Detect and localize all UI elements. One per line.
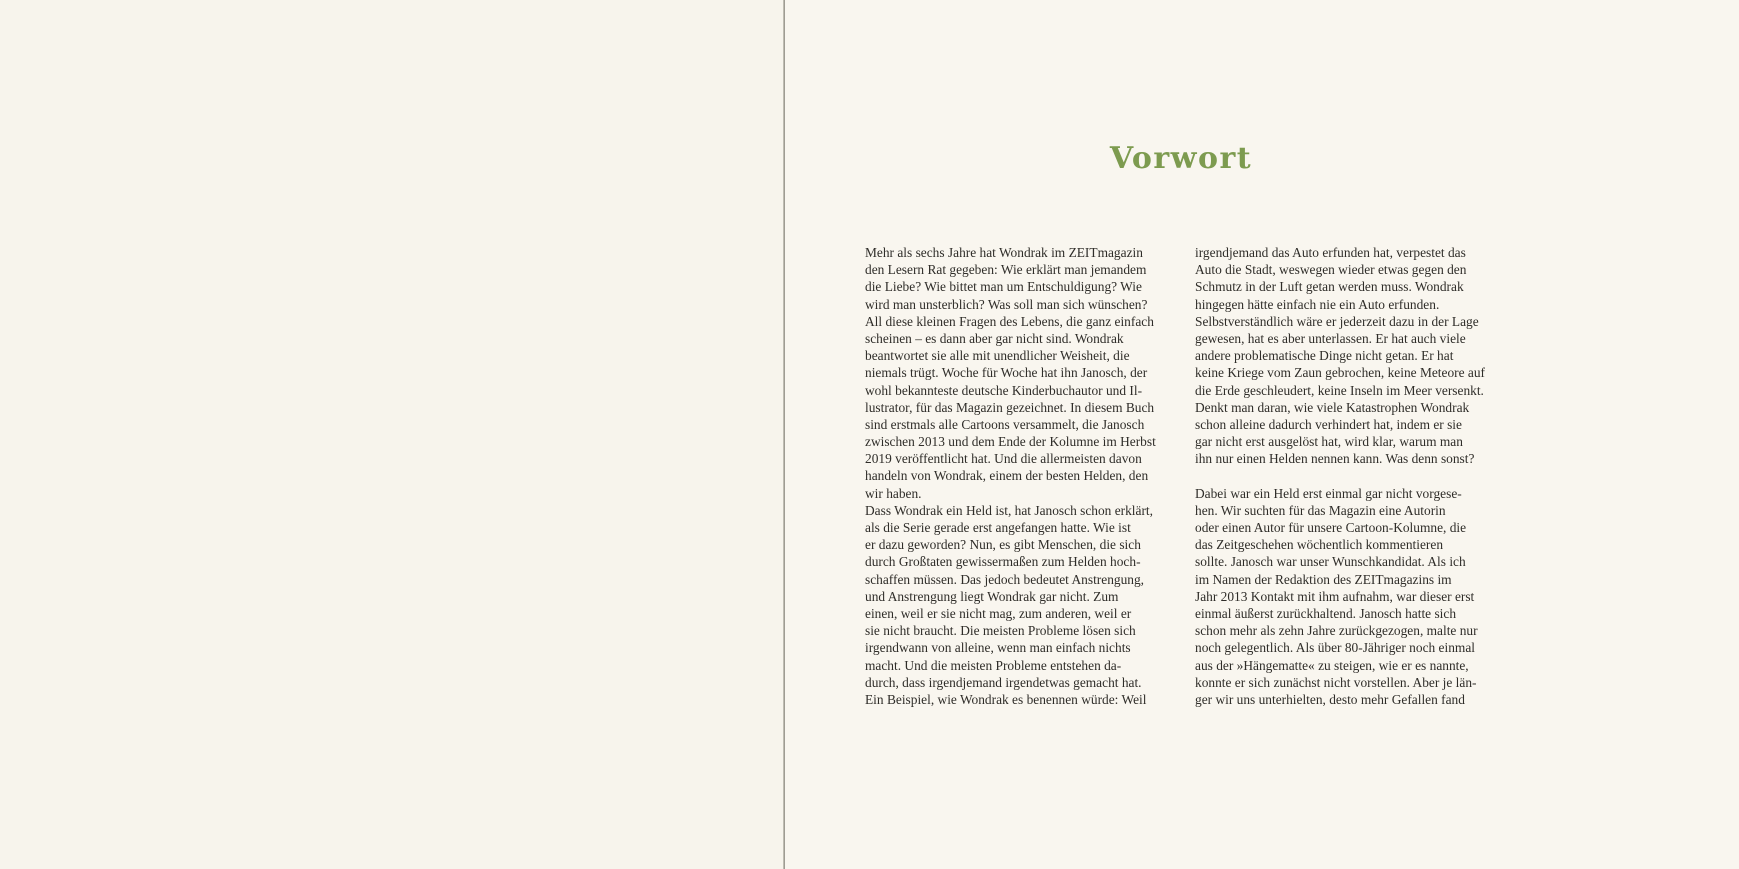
text-line: einmal äußerst zurückhaltend. Janosch hatte sich [1195,605,1457,621]
text-line: gar nicht erst ausgelöst hat, wird klar, warum man [1195,434,1463,450]
text-line: beantwortet sie alle mit unendlicher Weisheit, die [865,348,1130,364]
text-line: scheinen – es dann aber gar nicht sind. Wondrak [865,330,1124,346]
text-line: Mehr als sechs Jahre hat Wondrak im ZEITmagazin [865,245,1143,260]
text-line: All diese kleinen Fragen des Lebens, die ganz einfach [865,313,1154,329]
text-line: ihn nur einen Helden nennen kann. Was denn sonst? [1195,451,1475,467]
text-line: Dabei war ein Held erst einmal gar nicht vorgese- [1195,485,1462,501]
text-line: das Zeitgeschehen wöchentlich kommentieren [1195,537,1444,553]
text-line: noch gelegentlich. Als über 80-Jähriger noch einmal [1195,640,1475,656]
text-line: schaffen müssen. Das jedoch bedeutet Anstrengung, [865,571,1145,587]
text-line: wird man unsterblich? Was soll man sich wünschen? [865,296,1148,312]
text-line: er dazu geworden? Nun, es gibt Menschen, die sich [865,537,1141,553]
text-line: durch, dass irgendjemand irgendetwas gemacht hat. [865,674,1142,690]
text-line: sollte. Janosch war unser Wunschkandidat. Als ich [1195,554,1466,570]
text-line: schon mehr als zehn Jahre zurückgezogen, malte nur [1195,623,1478,639]
text-line: Schmutz in der Luft getan werden muss. Wondrak [1195,279,1464,295]
text-line: durch Großtaten gewissermaßen zum Helden hoch- [865,554,1141,570]
text-line: gewesen, hat es aber unterlassen. Er hat auch viele [1195,330,1466,346]
text-column-left [865,244,1173,708]
text-line: hingegen hätte einfach nie ein Auto erfunden. [1195,296,1440,312]
text-line: hen. Wir suchten für das Magazin eine Autorin [1195,502,1446,518]
text-line: Dass Wondrak ein Held ist, hat Janosch schon erklärt, [865,502,1153,518]
text-line: 2019 veröffentlicht hat. Und die allermeisten davon [865,451,1142,467]
text-line: wohl bekannteste deutsche Kinderbuchautor und Il- [865,382,1143,398]
right-page [785,0,1739,869]
text-line: und Anstrengung liegt Wondrak gar nicht. Zum [865,588,1119,604]
body-text-block [865,244,1505,708]
text-line: Jahr 2013 Kontakt mit ihm aufnahm, war dieser erst [1195,588,1475,604]
text-line: irgendwann von alleine, wenn man einfach nichts [865,640,1131,656]
text-line: sind erstmals alle Cartoons versammelt, die Janosch [865,416,1145,432]
text-line: schon alleine dadurch verhindert hat, indem er sie [1195,416,1462,432]
text-line: irgendjemand das Auto erfunden hat, verpestet das [1195,245,1466,260]
text-line: keine Kriege vom Zaun gebrochen, keine Meteore auf [1195,365,1486,381]
text-line: oder einen Autor für unsere Cartoon-Kolumne, die [1195,520,1467,535]
text-line: einen, weil er sie nicht mag, zum anderen, weil er [865,605,1132,621]
text-line: Auto die Stadt, weswegen wieder etwas gegen den [1195,262,1467,278]
text-line: sie nicht braucht. Die meisten Probleme lösen sich [865,623,1136,639]
text-line: handeln von Wondrak, einem der besten Helden, den [865,468,1149,484]
left-page-blank [0,0,783,869]
text-line: die Liebe? Wie bittet man um Entschuldigung? Wie [865,279,1142,295]
text-line: niemals trügt. Woche für Woche hat ihn Janosch, der [865,365,1148,381]
text-line: den Lesern Rat gegeben: Wie erklärt man jemandem [865,262,1147,278]
chapter-heading: Vorwort [1109,141,1253,176]
text-line: Selbstverständlich wäre er jederzeit dazu in der Lage [1195,313,1479,329]
text-line: macht. Und die meisten Probleme entstehen da- [865,657,1122,673]
text-line: die Erde geschleudert, keine Inseln im Meer versenkt. [1195,382,1484,398]
text-line: Ein Beispiel, wie Wondrak es benennen würde: Weil [865,691,1147,707]
text-line: im Namen der Redaktion des ZEITmagazins im [1195,571,1452,587]
text-line: wir haben. [865,485,922,501]
text-line: ger wir uns unterhielten, desto mehr Gefallen fand [1195,691,1465,707]
text-line: als die Serie gerade erst angefangen hatte. Wie ist [865,520,1131,535]
text-line: Denkt man daran, wie viele Katastrophen Wondrak [1195,399,1470,415]
paragraph-break [1195,467,1503,484]
text-line: aus der »Hängematte« zu steigen, wie er es nannte, [1195,657,1469,673]
text-line: lustrator, für das Magazin gezeichnet. In diesem Buch [865,399,1155,415]
text-line: zwischen 2013 und dem Ende der Kolumne im Herbst [865,434,1156,450]
text-column-right [1195,244,1503,708]
text-line: konnte er sich zunächst nicht vorstellen. Aber je län- [1195,674,1477,690]
text-line: andere problematische Dinge nicht getan. Er hat [1195,348,1454,364]
